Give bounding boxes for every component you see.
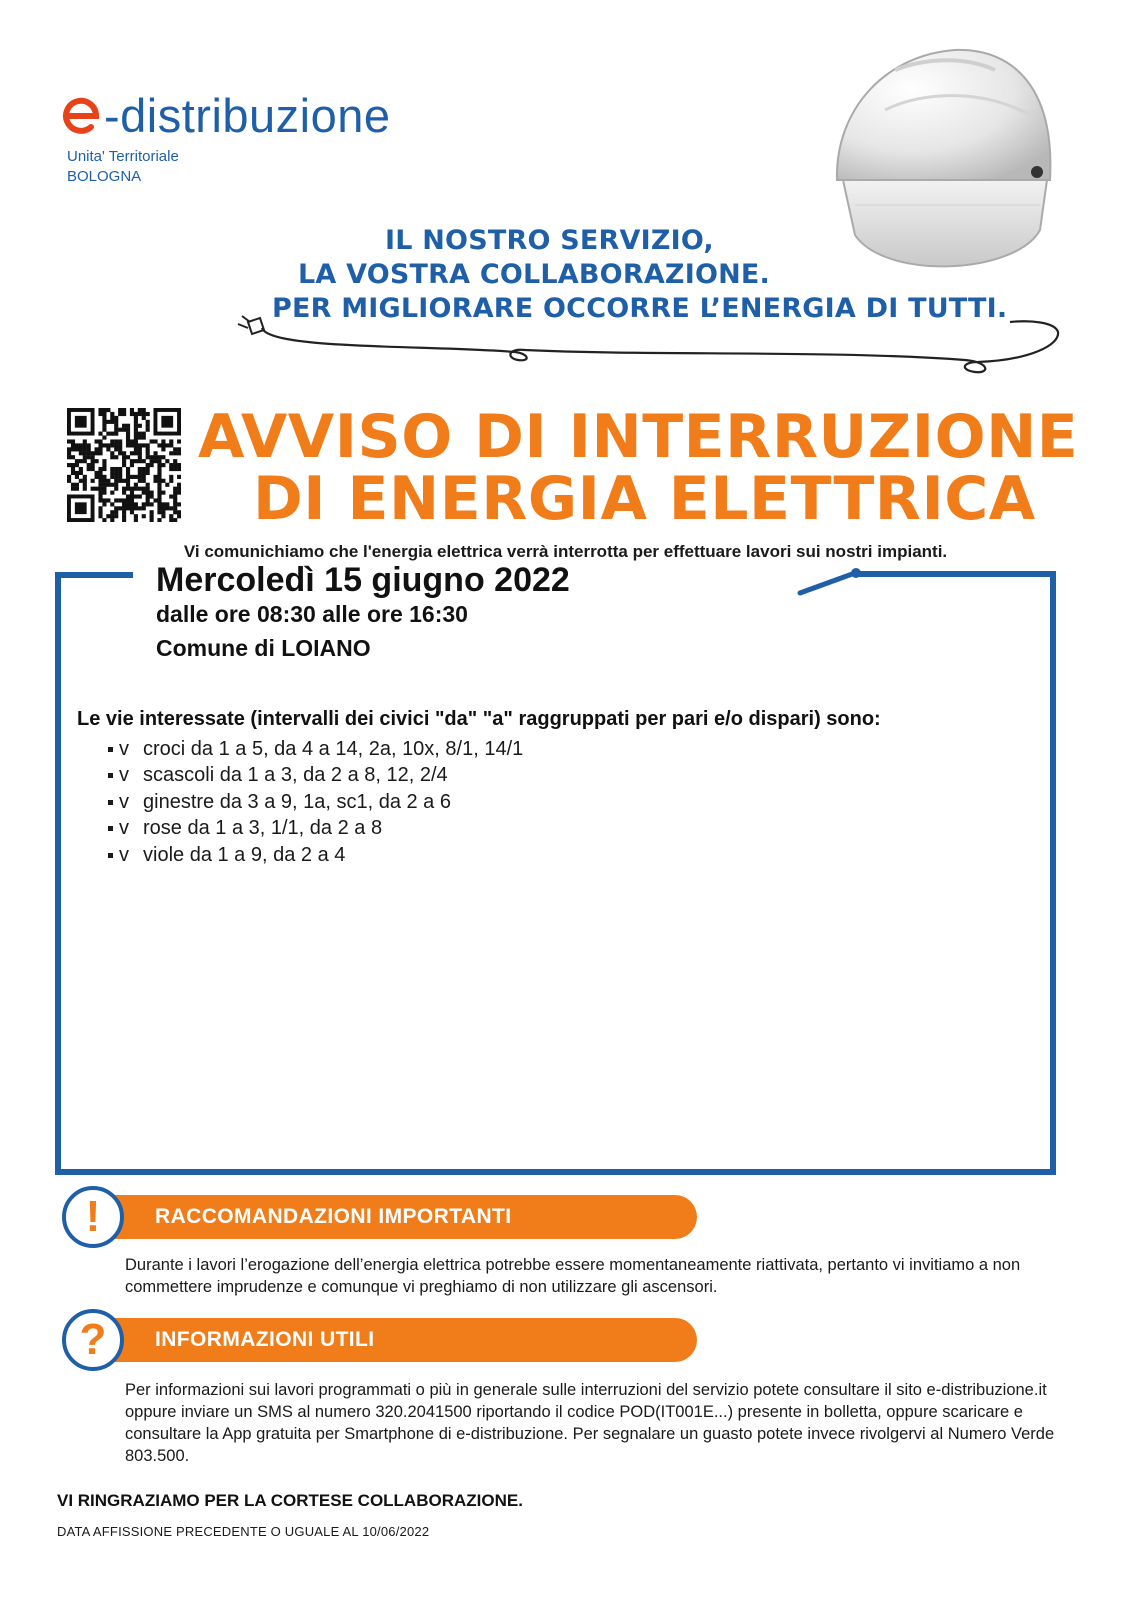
posting-date: DATA AFFISSIONE PRECEDENTE O UGUALE AL 10/06/2022 <box>57 1524 430 1539</box>
list-item: v scascoli da 1 a 3, da 2 a 8, 12, 2/4 <box>108 763 523 790</box>
info-title: INFORMAZIONI UTILI <box>155 1328 375 1351</box>
qr-code-icon <box>67 408 181 522</box>
slogan-line-1: IL NOSTRO SERVIZIO, <box>385 225 714 256</box>
municipality: Comune di LOIANO <box>156 635 371 661</box>
logo-text: -distribuzione <box>104 89 391 142</box>
unit-label: Unita' Territoriale <box>67 148 179 165</box>
info-banner <box>93 1318 697 1362</box>
thanks-line: VI RINGRAZIAMO PER LA CORTESE COLLABORAZIONE. <box>57 1491 523 1510</box>
street-list <box>108 736 523 869</box>
question-icon: ? <box>62 1309 124 1371</box>
list-item: v viole da 1 a 9, da 2 a 4 <box>108 842 523 869</box>
plug-cable-icon <box>230 300 1070 385</box>
title-line-2: DI ENERGIA ELETTRICA <box>253 464 1036 534</box>
helmet-icon <box>815 30 1090 290</box>
recommendations-title: RACCOMANDAZIONI IMPORTANTI <box>155 1205 512 1228</box>
recommendations-banner <box>93 1195 697 1239</box>
slogan-line-2: LA VOSTRA COLLABORAZIONE. <box>298 259 770 290</box>
interruption-date: Mercoledì 15 giugno 2022 <box>156 561 570 599</box>
list-item: v croci da 1 a 5, da 4 a 14, 2a, 10x, 8/1, 14/1 <box>108 736 523 763</box>
title-line-1: AVVISO DI INTERRUZIONE <box>198 402 1079 472</box>
info-text: Per informazioni sui lavori programmati o più in generale sulle interruzioni del servizio potete consultare il sito e-distribuzione.it oppure inviare un SMS al numero 320.2041500 riportando il codice POD(IT001E...) presente in bolletta, oppure scaricare e consultare la App gratuita per Smartphone di e-distribuzione. Per segnalare un guasto potete invece rivolgervi al Numero Verde 803.500. <box>125 1381 1055 1465</box>
slogan-line-3: PER MIGLIORARE OCCORRE L’ENERGIA DI TUTTI. <box>272 293 1008 324</box>
exclamation-icon: ! <box>62 1186 124 1248</box>
list-item: v rose da 1 a 3, 1/1, da 2 a 8 <box>108 816 523 843</box>
unit-city: BOLOGNA <box>67 168 142 185</box>
interruption-hours: dalle ore 08:30 alle ore 16:30 <box>156 601 468 627</box>
recommendations-text: Durante i lavori l’erogazione dell’energia elettrica potrebbe essere momentaneamente riattivata, pertanto vi invitiamo a non commettere imprudenze e comunque vi preghiamo di non utilizzare gli ascensori. <box>125 1256 1021 1296</box>
streets-heading: Le vie interessate (intervalli dei civici "da" "a" raggruppati per pari e/o dispari) sono: <box>77 708 881 730</box>
list-item: v ginestre da 3 a 9, 1a, sc1, da 2 a 6 <box>108 789 523 816</box>
e-logo-icon <box>60 92 104 136</box>
intro-text: Vi comunichiamo che l'energia elettrica verrà interrotta per effettuare lavori sui nostri impianti. <box>183 542 948 561</box>
